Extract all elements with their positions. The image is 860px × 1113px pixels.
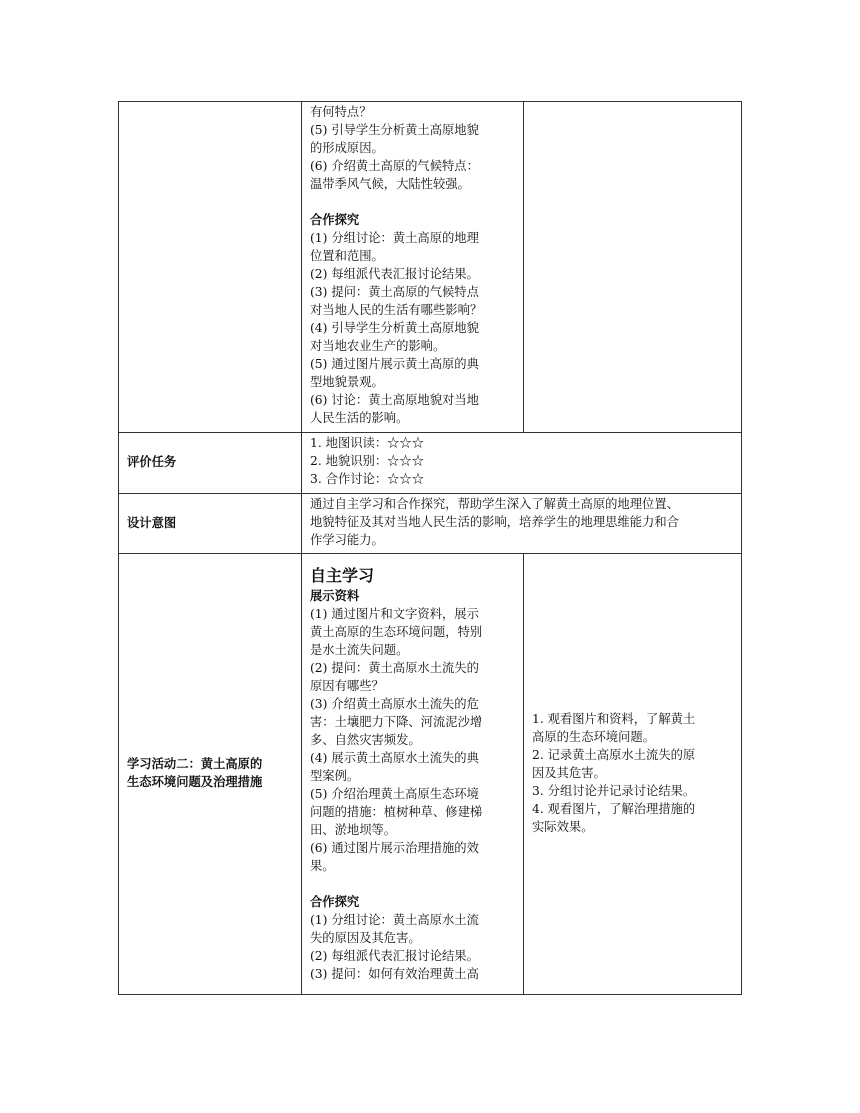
text-line: 型地貌景观。 [310,375,384,389]
text-line: 失的原因及其危害。 [310,931,421,945]
text-line: 4. 观看图片，了解治理措施的 [532,802,696,816]
text-line: 有何特点？ [310,105,372,119]
text-line: 地貌特征及其对当地人民生活的影响，培养学生的地理思维能力和合 [310,515,679,529]
text-line: (5) 引导学生分析黄土高原地貌 [310,123,479,137]
activity1-label-cell [119,102,302,433]
table-row-activity2 [119,554,742,995]
text-line: 3. 分组讨论并记录讨论结果。 [532,784,696,798]
self-study-heading: 自主学习 [310,566,375,585]
text-line: 对当地农业生产的影响。 [310,339,446,353]
evaluation-content [302,433,742,494]
activity2-student-cell [524,554,742,995]
text-line: 害：土壤肥力下降、河流泥沙增 [310,715,483,729]
text-line: 多、自然灾害频发。 [310,733,421,747]
evaluation-item: 3. 合作讨论：☆☆☆ [310,472,425,486]
text-line: (4) 引导学生分析黄土高原地貌 [310,321,479,335]
text-line: 问题的措施：植树种草、修建梯 [310,805,483,819]
design-intent-label: 设计意图 [119,494,302,554]
activity2-label-line: 生态环境问题及治理措施 [127,774,263,789]
activity2-label [119,554,302,995]
text-line: (5) 通过图片展示黄土高原的典 [310,357,479,371]
evaluation-label: 评价任务 [119,433,302,494]
text-line: 实际效果。 [532,820,594,834]
text-line: 原因有哪些？ [310,679,384,693]
text-line: (3) 提问：黄土高原的气候特点 [310,285,479,299]
evaluation-item: 2. 地貌识别：☆☆☆ [310,454,425,468]
text-line: 高原的生态环境问题。 [532,730,655,744]
text-line: (6) 讨论：黄土高原地貌对当地 [310,393,479,407]
text-line: (6) 通过图片展示治理措施的效 [310,841,479,855]
text-line: 1. 观看图片和资料，了解黄土 [532,712,696,726]
text-line: (1) 通过图片和文字资料，展示 [310,607,479,621]
activity2-teacher-cell [302,554,524,995]
text-line: (5) 介绍治理黄土高原生态环境 [310,787,479,801]
table-row-activity1-continued [119,102,742,433]
text-line: (2) 提问：黄土高原水土流失的 [310,661,479,675]
text-line: 对当地人民的生活有哪些影响？ [310,303,483,317]
text-line: 温带季风气候，大陆性较强。 [310,177,470,191]
text-line: 田、淤地坝等。 [310,823,397,837]
text-line: 作学习能力。 [310,533,384,547]
text-line: (1) 分组讨论：黄土高原水土流 [310,913,479,927]
text-line: (2) 每组派代表汇报讨论结果。 [310,267,479,281]
text-line: (3) 介绍黄土高原水土流失的危 [310,697,479,711]
text-line: 2. 记录黄土高原水土流失的原 [532,748,696,762]
design-intent-content [302,494,742,554]
activity1-student-cell [524,102,742,433]
text-line: 的形成原因。 [310,141,384,155]
text-line: 是水土流失问题。 [310,643,409,657]
cooperative-inquiry-heading: 合作探究 [310,894,360,909]
text-line: (3) 提问：如何有效治理黄土高 [310,967,479,981]
text-line: 位置和范围。 [310,249,384,263]
text-line: (4) 展示黄土高原水土流失的典 [310,751,479,765]
evaluation-item: 1. 地图识读：☆☆☆ [310,436,425,450]
lesson-plan-table [118,101,742,995]
text-line: 人民生活的影响。 [310,411,409,425]
text-line: 型案例。 [310,769,360,783]
text-line: (6) 介绍黄土高原的气候特点： [310,159,479,173]
text-line: (2) 每组派代表汇报讨论结果。 [310,949,479,963]
table-row-design-intent [119,494,742,554]
show-materials-heading: 展示资料 [310,588,360,603]
cooperative-inquiry-heading: 合作探究 [310,212,360,227]
text-line: (1) 分组讨论：黄土高原的地理 [310,231,479,245]
activity2-label-line: 学习活动二：黄土高原的 [127,756,263,771]
text-line: 通过自主学习和合作探究，帮助学生深入了解黄土高原的地理位置、 [310,497,679,511]
text-line: 因及其危害。 [532,766,606,780]
activity1-teacher-cell [302,102,524,433]
table-row-evaluation [119,433,742,494]
text-line: 黄土高原的生态环境问题，特别 [310,625,483,639]
text-line: 果。 [310,859,335,873]
